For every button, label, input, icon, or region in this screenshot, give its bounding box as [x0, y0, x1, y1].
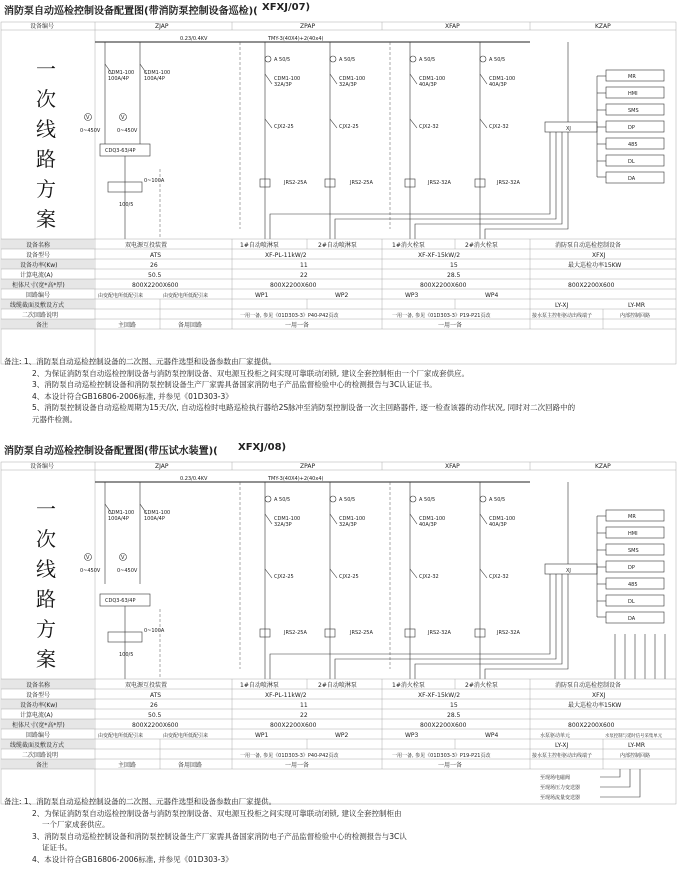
feeder-2	[325, 42, 373, 239]
diagram-label: 一用一备, 参见《01D303-3》P40-P42页改	[240, 753, 339, 759]
feeder-1	[240, 482, 307, 679]
feeder-3	[390, 42, 451, 239]
zjap-breaker-a: CDM1-100	[108, 70, 135, 76]
diagram-label: 线	[36, 557, 56, 581]
diagram-label: SMS	[628, 108, 639, 114]
diagram-label: 1#消火栓泵	[392, 682, 425, 689]
diagram-label: JRS2-25A	[350, 180, 373, 186]
diagram-label: 双电源互投装置	[125, 682, 168, 689]
diagram-label: 由变配电所低配引来	[98, 293, 144, 299]
diagram-label: SMS	[628, 548, 639, 554]
diagram-label: 32A/3P	[339, 522, 357, 528]
diagram-label: WP1	[255, 732, 269, 739]
diagram-label: 1#消火栓泵	[392, 242, 425, 249]
diagram-label: 主回路	[118, 322, 137, 329]
diagram-label: 最大巡检功率15KW	[568, 262, 622, 269]
diagram-label: 32A/3P	[274, 522, 292, 528]
diagram-label: TMY-3(40X4)+2(40x4)	[268, 476, 324, 482]
diagram-label: 0~100A	[144, 628, 165, 634]
diagram-label: CJX2-25	[339, 574, 359, 580]
note-line: 4、本设计符合GB16806-2006标准, 并参见《01D303-3》	[32, 391, 233, 401]
feeder-4	[475, 482, 520, 679]
diagram-label: A 50/5	[274, 57, 291, 63]
vertical-title-char: 案	[36, 207, 56, 231]
diagram-label: 柜体尺寸(宽*高*厚)	[12, 282, 65, 289]
diagram-label: 800X2200X600	[270, 722, 317, 729]
diagram-label: 设备型号	[26, 692, 51, 699]
diagram-label: 线缆截面及敷设方式	[10, 302, 65, 309]
diagram-label: 11	[300, 262, 308, 269]
diagram-label: 双电源互投装置	[125, 242, 168, 249]
diagram-label: 100A/4P	[144, 76, 165, 82]
header-col: KZAP	[595, 23, 611, 30]
diagram-label: ZPAP	[300, 463, 316, 470]
diagram-label: 二次回路说明	[22, 312, 59, 319]
header-col: ZJAP	[155, 23, 169, 30]
diagram-label: 800X2200X600	[420, 282, 467, 289]
diagram-label: 备注	[36, 322, 49, 329]
notes-block	[4, 356, 575, 426]
diagram-label: XFXJ	[592, 692, 606, 699]
zjap-breaker-b: CDM1-100	[144, 70, 171, 76]
diagram-label: JRS2-25A	[284, 180, 307, 186]
diagram-label: WP3	[405, 732, 419, 739]
diagram-label: 40A/3P	[489, 522, 507, 528]
feeder-2	[325, 482, 373, 679]
diagram-label: A 50/5	[274, 497, 291, 503]
diagram-label: JRS2-25A	[284, 630, 307, 636]
diagram-label: DP	[628, 565, 635, 571]
diagram-label: CJX2-25	[339, 124, 359, 130]
diagram-label: 消防泵自动巡检控制设备	[555, 682, 622, 689]
diagram-label: A 50/5	[419, 497, 436, 503]
diagram-label: DA	[628, 616, 636, 622]
diagram-label: 一用一备	[285, 762, 310, 769]
diagram-label: 800X2200X600	[568, 282, 615, 289]
diagram-label: HMI	[628, 91, 638, 97]
diagram-label: 100A/4P	[108, 516, 129, 522]
diagram-label: 内部控制回路	[620, 313, 651, 319]
diagram-label: 设备型号	[26, 252, 51, 259]
ct-ratio: 100/5	[119, 202, 134, 208]
diagram-label: 0.23/0.4KV	[180, 476, 208, 482]
diagram-label: 路	[36, 587, 56, 611]
diagram-label: 消防泵自动巡检控制设备	[555, 242, 622, 249]
notes-block	[4, 796, 407, 866]
diagram-label: KZAP	[595, 463, 611, 470]
diagram-label: JRS2-32A	[428, 630, 451, 636]
diagram-label: A 50/5	[339, 497, 356, 503]
header-label: 设备编号	[30, 23, 55, 30]
note-line: 4、本设计符合GB16806-2006标准, 并参见《01D303-3》	[32, 854, 233, 864]
diagram-label: 水泵驱动单元	[540, 733, 571, 739]
diagram-label: 1#自动喷淋泵	[240, 682, 279, 689]
diagram-label: WP1	[255, 292, 269, 299]
diagram-label: HMI	[628, 531, 638, 537]
diagram-label: 接水泵主控柜驱动出线端子	[532, 313, 593, 319]
diagram-label: 设备名称	[26, 242, 51, 249]
data-table	[1, 679, 676, 769]
diagram-label: 2#消火栓泵	[465, 682, 498, 689]
busbar-spec: TMY-3(40X4)+2(40x4)	[268, 36, 324, 42]
feeder-1	[240, 42, 307, 239]
diagram-label: CJX2-32	[419, 124, 439, 130]
ats-switch: CDQ3-63/4P	[105, 148, 136, 154]
diagram-label: 一用一备, 参见《01D303-3》P40-P42页改	[240, 313, 339, 319]
side-label: 至现场压力变送器	[540, 785, 581, 791]
diagram-label: 接水泵主控柜驱动出线端子	[532, 753, 593, 759]
diagram-label: 22	[300, 712, 308, 719]
diagram-label: JRS2-32A	[497, 180, 520, 186]
diagram-label: XF-XF-15kW/2	[418, 692, 461, 699]
diagram-label: 100/5	[119, 652, 134, 658]
diagram-label: CJX2-32	[489, 124, 509, 130]
diagram-label: WP2	[335, 732, 349, 739]
section-title: 消防泵自动巡检控制设备配置图(带压试水装置)(	[4, 446, 218, 457]
note-line: 3、消防泵自动巡检控制设备和消防泵控制设备生产厂家需具备国家消防电子产品监督检验中心的检测报告与3C认	[32, 831, 407, 841]
diagram-label: CJX2-25	[274, 574, 294, 580]
diagram-label: CDM1-100	[144, 510, 171, 516]
diagram-label: 设备功率(Kw)	[20, 702, 58, 709]
side-label: 至现场电磁阀	[540, 775, 571, 781]
ammeter-range: 0~100A	[144, 178, 165, 184]
diagram-label: 32A/3P	[339, 82, 357, 88]
note-line: 备注: 1、消防泵自动巡检控制设备的二次图、元器件选型和设备参数由厂家提供。	[4, 357, 277, 366]
diagram-label: CDM1-100	[274, 76, 301, 82]
vertical-title-char: 线	[36, 117, 56, 141]
diagram-label: 备注	[36, 762, 49, 769]
diagram-label: 设备功率(Kw)	[20, 262, 58, 269]
diagram-label: WP3	[405, 292, 419, 299]
diagram-label: CJX2-25	[274, 124, 294, 130]
diagram-label: 26	[150, 702, 158, 709]
note-line: 证证书。	[42, 843, 72, 853]
diagram-label: 2#消火栓泵	[465, 242, 498, 249]
section-code: XFXJ/08)	[238, 442, 287, 453]
note-line: 备注: 1、消防泵自动巡检控制设备的二次图、元器件选型和设备参数由厂家提供。	[4, 797, 277, 806]
diagram-label: XF-PL-11kW/2	[265, 252, 307, 259]
diagram-label: 由变配电所低配引来	[163, 293, 209, 299]
diagram-label: 32A/3P	[274, 82, 292, 88]
vertical-title-char: 次	[36, 87, 56, 111]
diagram-label: 次	[36, 527, 56, 551]
diagram-label: 一用一备, 参见《01D303-3》P19-P21页改	[392, 753, 491, 759]
diagram-label: 设备名称	[26, 682, 51, 689]
diagram-label: 设备编号	[30, 463, 55, 470]
kzap-modules	[597, 510, 664, 623]
side-label: 至现场流量变送器	[540, 795, 581, 801]
diagram-label: V	[86, 555, 90, 561]
diagram-label: 备用回路	[178, 322, 203, 329]
diagram-label: 1#自动喷淋泵	[240, 242, 279, 249]
diagram-label: 50.5	[148, 712, 162, 719]
diagram-label: A 50/5	[489, 497, 506, 503]
diagram-label: V	[86, 115, 90, 121]
section-title: 消防泵自动巡检控制设备配置图(带消防泵控制设备巡检)(	[4, 6, 258, 17]
diagram-label: XF-XF-15kW/2	[418, 252, 461, 259]
diagram-label: 800X2200X600	[132, 282, 179, 289]
diagram-label: 案	[36, 647, 56, 671]
diagram-label: DP	[628, 125, 635, 131]
diagram-label: 方	[36, 617, 56, 641]
vertical-title-char: 一	[36, 57, 56, 81]
diagram-label: 最大巡检功率15KW	[568, 702, 622, 709]
section-code: XFXJ/07)	[262, 2, 311, 13]
diagram-label: CDM1-100	[419, 76, 446, 82]
diagram-label: DL	[628, 599, 635, 605]
wiring-diagram	[0, 14, 680, 369]
diagram-label: 柜体尺寸(宽*高*厚)	[12, 722, 65, 729]
vertical-title-char: 方	[36, 177, 56, 201]
diagram-label: XF-PL-11kW/2	[265, 692, 307, 699]
diagram-label: 15	[450, 702, 458, 709]
diagram-label: A 50/5	[489, 57, 506, 63]
header-col: XFAP	[445, 23, 460, 30]
note-line: 5、消防泵控制设备自动巡检周期为15天/次, 自动巡检时电路巡检执行器给2S脉冲至消防泵控制设备一次主回路器件, 逐一检查该器的动作状况, 同时对二次回路中的	[32, 403, 576, 413]
diagram-label: 2#自动喷淋泵	[318, 242, 357, 249]
diagram-label: 计算电流(A)	[20, 272, 53, 279]
diagram-label: 一	[36, 497, 56, 521]
voltmeter-range: 0~450V	[117, 128, 138, 134]
diagram-label: V	[121, 555, 125, 561]
diagram-label: WP4	[485, 292, 499, 299]
note-line: 2、为保证消防泵自动巡检控制设备与消防泵控制设备、双电源互投柜之间实现可靠联动闭锁, 建议全套控制柜由	[32, 808, 402, 818]
diagram-label: 一用一备, 参见《01D303-3》P19-P21页改	[392, 313, 491, 319]
diagram-label: 内部控制回路	[620, 753, 651, 759]
diagram-label: CJX2-32	[489, 574, 509, 580]
diagram-label: CDM1-100	[108, 510, 135, 516]
wiring-diagram	[0, 454, 680, 809]
diagram-label: XJ	[566, 568, 571, 574]
diagram-label: JRS2-32A	[428, 180, 451, 186]
note-line: 3、消防泵自动巡检控制设备和消防泵控制设备生产厂家需具备国家消防电子产品监督检验中心的检测报告与3C认证证书。	[32, 380, 437, 390]
bus-voltage: 0.23/0.4KV	[180, 36, 208, 42]
diagram-label: WP4	[485, 732, 499, 739]
diagram-label: DA	[628, 176, 636, 182]
diagram-label: CDM1-100	[489, 516, 516, 522]
diagram-label: XFAP	[445, 463, 460, 470]
diagram-label: A 50/5	[419, 57, 436, 63]
diagram-label: CJX2-32	[419, 574, 439, 580]
diagram-label: 28.5	[447, 712, 461, 719]
diagram-label: 28.5	[447, 272, 461, 279]
diagram-label: MR	[628, 74, 636, 80]
diagram-label: 485	[628, 582, 638, 588]
diagram-label: CDQ3-63/4P	[105, 598, 136, 604]
feeder-4	[475, 42, 520, 239]
diagram-label: V	[121, 115, 125, 121]
vertical-title-char: 路	[36, 147, 56, 171]
diagram-label: 备用回路	[178, 762, 203, 769]
diagram-label: 100A/4P	[108, 76, 129, 82]
diagram-label: 22	[300, 272, 308, 279]
diagram-label: 一用一备	[438, 322, 463, 329]
diagram-label: 40A/3P	[489, 82, 507, 88]
diagram-label: LY-MR	[628, 742, 646, 749]
diagram-label: LY-MR	[628, 302, 646, 309]
diagram-label: 40A/3P	[419, 522, 437, 528]
diagram-label: ATS	[150, 692, 162, 699]
diagram-label: 一用一备	[438, 762, 463, 769]
note-line: 2、为保证消防泵自动巡检控制设备与消防泵控制设备、双电源互投柜之间实现可靠联动闭锁, 建议全套控制柜由一个厂家成套供应。	[32, 368, 470, 378]
diagram-label: 2#自动喷淋泵	[318, 682, 357, 689]
diagram-label: 一用一备	[285, 322, 310, 329]
diagram-label: 800X2200X600	[270, 282, 317, 289]
diagram-section-2	[0, 440, 680, 869]
voltmeter-range: 0~450V	[80, 128, 101, 134]
diagram-label: LY-XJ	[555, 742, 569, 749]
diagram-label: 由变配电所低配引来	[163, 733, 209, 739]
diagram-label: CDM1-100	[339, 516, 366, 522]
diagram-label: CDM1-100	[274, 516, 301, 522]
header-col: ZPAP	[300, 23, 316, 30]
diagram-label: XFXJ	[592, 252, 606, 259]
diagram-label: 二次回路说明	[22, 752, 59, 759]
diagram-label: 由变配电所低配引来	[98, 733, 144, 739]
feeder-3	[390, 482, 451, 679]
diagram-label: 40A/3P	[419, 82, 437, 88]
diagram-label: 100A/4P	[144, 516, 165, 522]
data-table	[1, 239, 676, 329]
diagram-label: ATS	[150, 252, 162, 259]
note-line: 一个厂家成套供应。	[42, 820, 110, 830]
diagram-label: 485	[628, 142, 638, 148]
diagram-label: MR	[628, 514, 636, 520]
diagram-label: ZJAP	[155, 463, 169, 470]
diagram-label: 800X2200X600	[132, 722, 179, 729]
diagram-label: LY-XJ	[555, 302, 569, 309]
diagram-label: 线缆截面及敷设方式	[10, 742, 65, 749]
diagram-label: 11	[300, 702, 308, 709]
diagram-label: JRS2-25A	[350, 630, 373, 636]
diagram-label: 计算电流(A)	[20, 712, 53, 719]
diagram-label: 26	[150, 262, 158, 269]
diagram-label: 回路编号	[26, 292, 51, 299]
diagram-label: 0~450V	[80, 568, 101, 574]
xj-module: XJ	[566, 126, 571, 132]
diagram-label: DL	[628, 159, 635, 165]
diagram-label: 主回路	[118, 762, 137, 769]
note-line: 元器件检测。	[32, 414, 77, 424]
diagram-label: 800X2200X600	[568, 722, 615, 729]
diagram-label: 50.5	[148, 272, 162, 279]
kzap-modules	[597, 70, 664, 183]
diagram-label: WP2	[335, 292, 349, 299]
diagram-label: CDM1-100	[339, 76, 366, 82]
diagram-label: 0~450V	[117, 568, 138, 574]
diagram-label: A 50/5	[339, 57, 356, 63]
diagram-label: CDM1-100	[419, 516, 446, 522]
diagram-label: 15	[450, 262, 458, 269]
diagram-label: 800X2200X600	[420, 722, 467, 729]
diagram-label: 回路编号	[26, 732, 51, 739]
diagram-label: 水泵控制与延时信号采集单元	[605, 734, 663, 739]
diagram-label: JRS2-32A	[497, 630, 520, 636]
diagram-label: CDM1-100	[489, 76, 516, 82]
